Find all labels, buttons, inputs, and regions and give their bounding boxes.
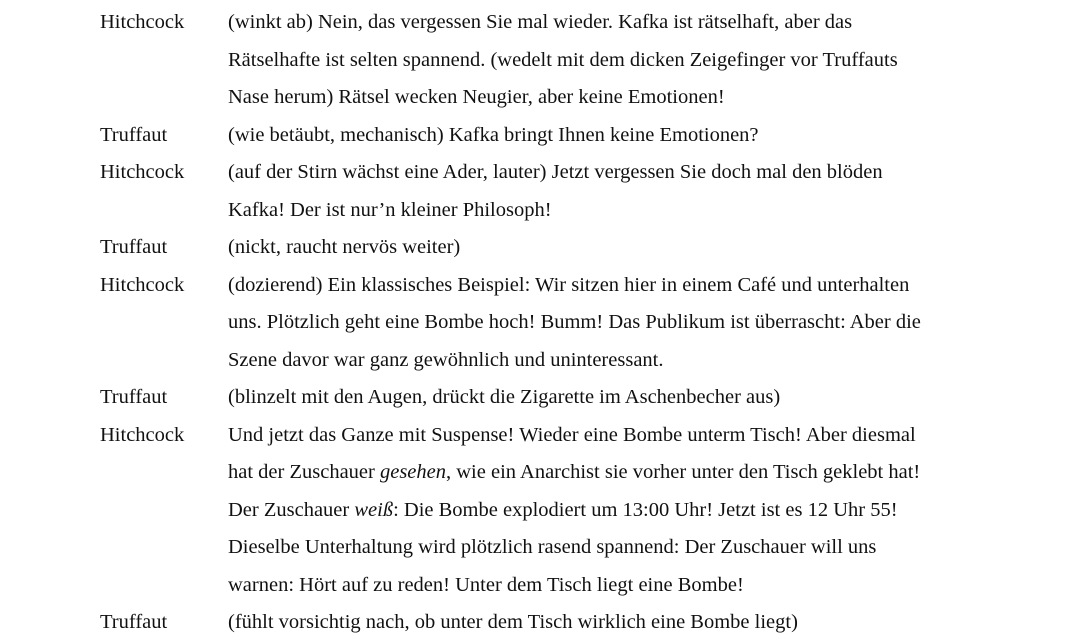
dialogue-entry (0, 417, 1070, 605)
text-line (228, 454, 988, 492)
text-line: uns. Plötzlich geht eine Bombe hoch! Bumm! Das Publikum ist überrascht: Aber die (228, 311, 921, 333)
dialogue-text (228, 604, 988, 642)
speaker-name: Hitchcock (100, 161, 185, 183)
text-line: warnen: Hört auf zu reden! Unter dem Tisch liegt eine Bombe! (228, 573, 744, 596)
dialogue-entry (0, 4, 1070, 117)
emphasis-text: weiß (354, 498, 394, 521)
dialogue-text (228, 117, 988, 155)
text-line: (wie betäubt, mechanisch) Kafka bringt Ihnen keine Emotionen? (228, 123, 759, 146)
text-line: Dieselbe Unterhaltung wird plötzlich rasend spannend: Der Zuschauer will uns (228, 536, 877, 558)
speaker-name: Hitchcock (100, 423, 185, 446)
dialogue-script (0, 4, 1070, 642)
text-line: Kafka! Der ist nur’n kleiner Philosoph! (228, 198, 552, 221)
dialogue-text (228, 4, 988, 117)
text-line: Szene davor war ganz gewöhnlich und uninteressant. (228, 348, 664, 371)
dialogue-entry (0, 604, 1070, 642)
dialogue-entry (0, 117, 1070, 155)
dialogue-text (228, 417, 988, 605)
speaker-name: Hitchcock (100, 11, 185, 33)
text-line: Nase herum) Rätsel wecken Neugier, aber keine Emotionen! (228, 86, 725, 108)
text-line: Und jetzt das Ganze mit Suspense! Wieder eine Bombe unterm Tisch! Aber diesmal (228, 423, 916, 446)
text-line (228, 492, 988, 530)
text-line: (dozierend) Ein klassisches Beispiel: Wir sitzen hier in einem Café und unterhalten (228, 273, 910, 296)
dialogue-entry (0, 267, 1070, 380)
dialogue-entry (0, 379, 1070, 417)
text-line: (winkt ab) Nein, das vergessen Sie mal wieder. Kafka ist rätselhaft, aber das (228, 11, 853, 33)
speaker-name: Hitchcock (100, 273, 185, 296)
speaker-name: Truffaut (100, 236, 168, 258)
text-segment: hat der Zuschauer (228, 461, 380, 483)
dialogue-text (228, 229, 988, 267)
text-segment: : Die Bombe explodiert um 13:00 Uhr! Jetzt ist es 12 Uhr 55! (393, 498, 898, 521)
text-line: (fühlt vorsichtig nach, ob unter dem Tisch wirklich eine Bombe liegt) (228, 611, 798, 633)
text-line: (nickt, raucht nervös weiter) (228, 236, 461, 258)
dialogue-text (228, 379, 988, 417)
speaker-name: Truffaut (100, 386, 168, 408)
dialogue-entry (0, 229, 1070, 267)
dialogue-entry (0, 154, 1070, 229)
text-line: (blinzelt mit den Augen, drückt die Zigarette im Aschenbecher aus) (228, 386, 781, 408)
dialogue-text (228, 154, 988, 229)
dialogue-text (228, 267, 988, 380)
text-segment: Der Zuschauer (228, 498, 355, 521)
speaker-name: Truffaut (100, 611, 168, 633)
speaker-name: Truffaut (100, 123, 168, 146)
text-line: Rätselhafte ist selten spannend. (wedelt mit dem dicken Zeigefinger vor Truffauts (228, 48, 898, 71)
text-line: (auf der Stirn wächst eine Ader, lauter) Jetzt vergessen Sie doch mal den blöden (228, 161, 883, 183)
emphasis-text: gesehen (379, 461, 446, 483)
text-segment: , wie ein Anarchist sie vorher unter den Tisch geklebt hat! (446, 461, 921, 483)
